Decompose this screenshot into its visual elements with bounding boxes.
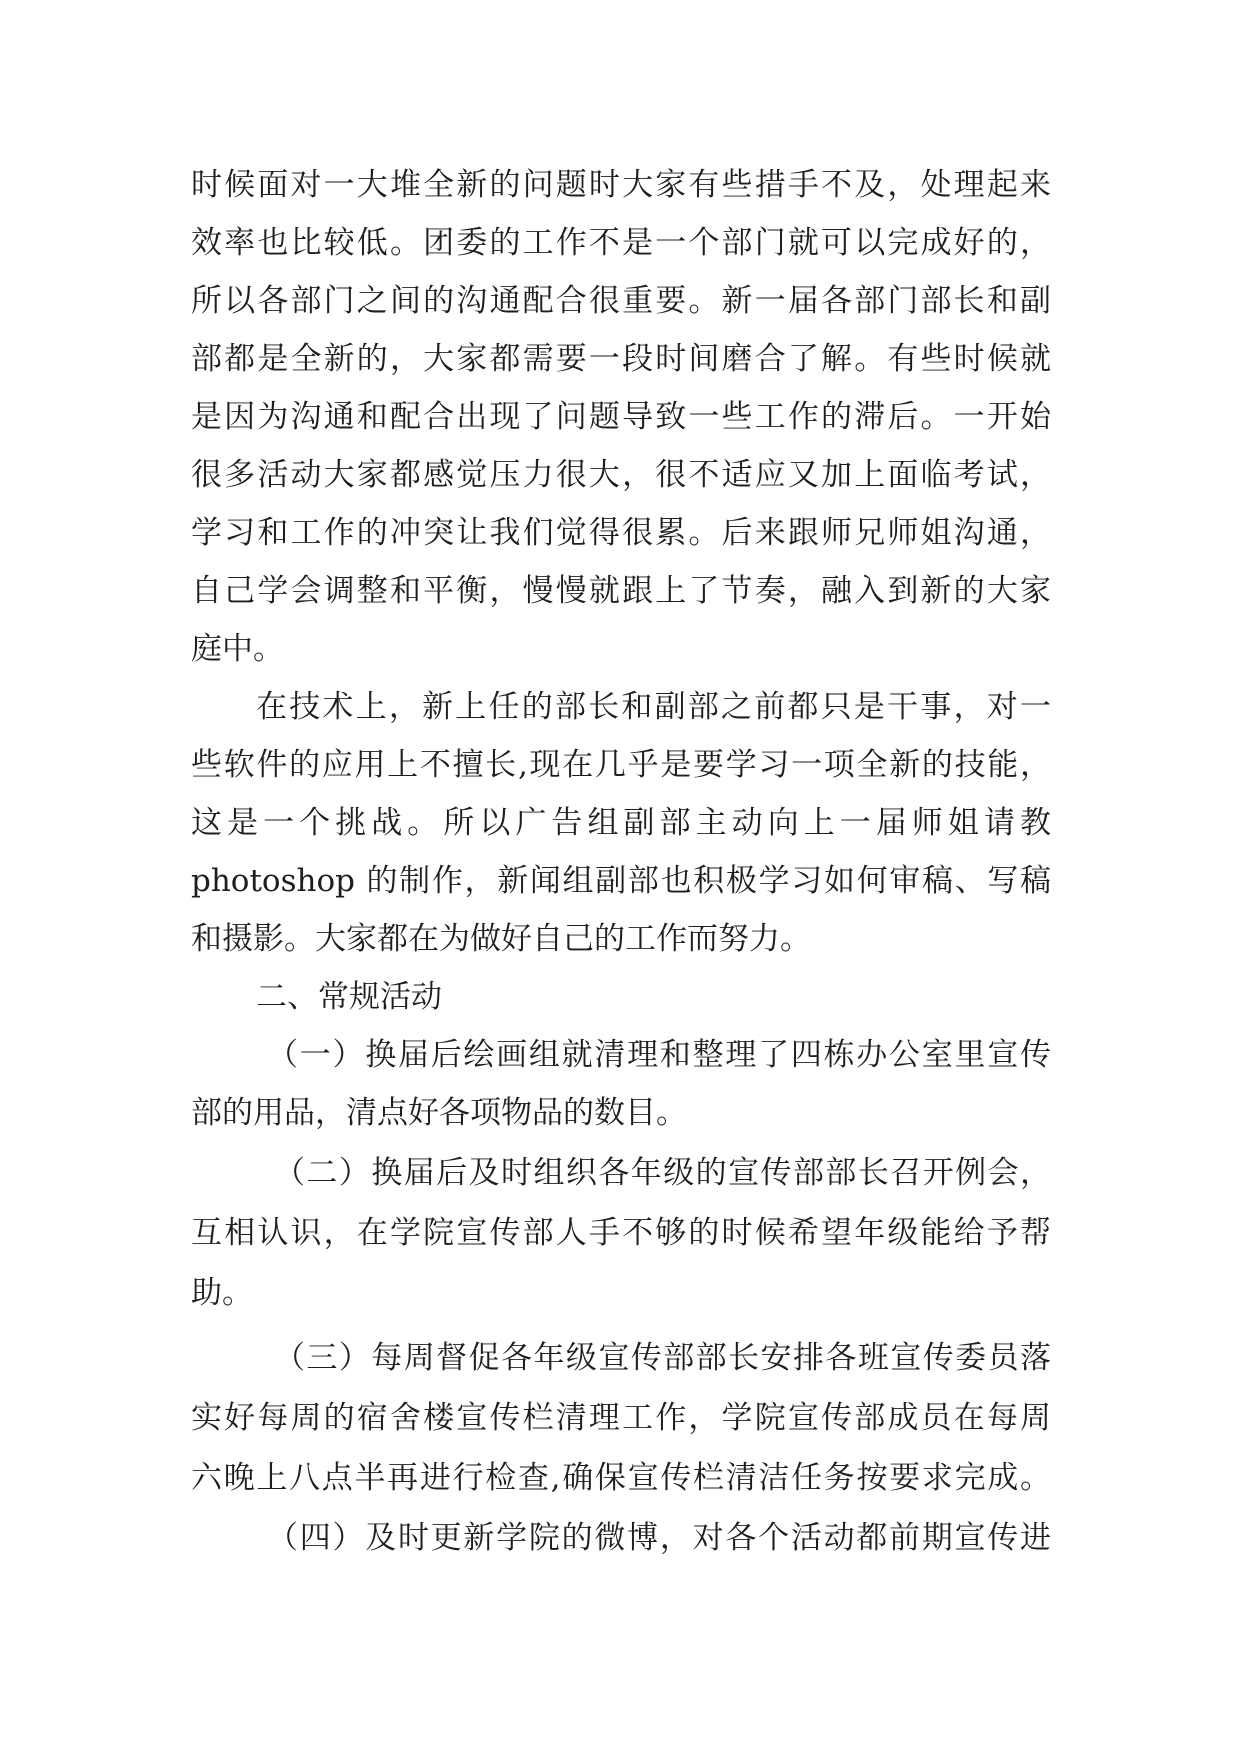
text-line: 部的用品，清点好各项物品的数目。 (191, 1095, 687, 1131)
list-item-start-line: （四）及时更新学院的微博，对各个活动都前期宣传进 (267, 1520, 1051, 1556)
text-line: 实好每周的宿舍楼宣传栏清理工作，学院宣传部成员在每周 (191, 1400, 1051, 1436)
list-item-start-line: （三）每周督促各年级宣传部部长安排各班宣传委员落 (274, 1340, 1051, 1376)
text-line: photoshop 的制作，新闻组副部也积极学习如何审稿、写稿 (191, 863, 1051, 899)
text-line: 和摄影。大家都在为做好自己的工作而努力。 (191, 921, 811, 957)
text-line: 时候面对一大堆全新的问题时大家有些措手不及，处理起来 (191, 167, 1051, 203)
text-line: 是因为沟通和配合出现了问题导致一些工作的滞后。一开始 (191, 399, 1051, 435)
text-line: 六晚上八点半再进行检查,确保宣传栏清洁任务按要求完成。 (191, 1460, 1051, 1496)
text-line: 助。 (191, 1275, 253, 1311)
text-line: 些软件的应用上不擅长,现在几乎是要学习一项全新的技能， (191, 747, 1051, 783)
list-item-start-line: （一）换届后绘画组就清理和整理了四栋办公室里宣传 (267, 1037, 1051, 1073)
text-line: 所以各部门之间的沟通配合很重要。新一届各部门部长和副 (191, 283, 1051, 319)
text-line: 这是一个挑战。所以广告组副部主动向上一届师姐请教 (191, 805, 1051, 841)
text-line: 互相认识，在学院宣传部人手不够的时候希望年级能给予帮 (191, 1215, 1051, 1251)
text-line: 部都是全新的，大家都需要一段时间磨合了解。有些时候就 (191, 341, 1051, 377)
text-line: 效率也比较低。团委的工作不是一个部门就可以完成好的， (191, 225, 1051, 261)
section-heading: 二、常规活动 (256, 979, 442, 1015)
text-line: 自己学会调整和平衡，慢慢就跟上了节奏，融入到新的大家 (191, 573, 1051, 609)
text-line: 庭中。 (191, 631, 284, 667)
text-line: 学习和工作的冲突让我们觉得很累。后来跟师兄师姐沟通， (191, 515, 1051, 551)
text-line: 很多活动大家都感觉压力很大，很不适应又加上面临考试， (191, 457, 1051, 493)
list-item-start-line: （二）换届后及时组织各年级的宣传部部长召开例会， (274, 1155, 1051, 1191)
paragraph-start-line: 在技术上，新上任的部长和副部之前都只是干事，对一 (256, 689, 1051, 725)
